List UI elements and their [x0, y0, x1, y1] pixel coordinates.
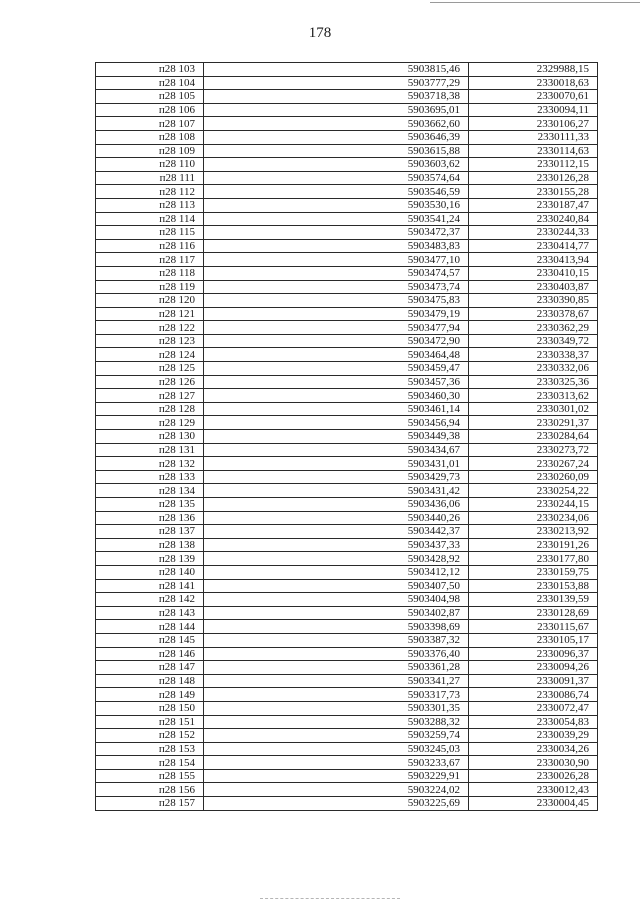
y-coordinate-cell: 2330291,37 [469, 416, 598, 430]
point-id-cell: п28 110 [96, 158, 204, 172]
point-id-cell: п28 118 [96, 266, 204, 280]
table-row [96, 375, 598, 389]
page-number: 178 [308, 25, 332, 41]
x-coordinate-cell: 5903404,98 [204, 593, 469, 607]
y-coordinate-cell: 2330012,43 [469, 783, 598, 797]
point-id-cell: п28 147 [96, 661, 204, 675]
y-coordinate-cell: 2330378,67 [469, 307, 598, 321]
x-coordinate-cell: 5903361,28 [204, 661, 469, 675]
point-id-cell: п28 105 [96, 90, 204, 104]
table-row [96, 416, 598, 430]
y-coordinate-cell: 2330026,28 [469, 769, 598, 783]
x-coordinate-cell: 5903402,87 [204, 606, 469, 620]
table-row [96, 443, 598, 457]
table-row [96, 76, 598, 90]
point-id-cell: п28 124 [96, 348, 204, 362]
y-coordinate-cell: 2330403,87 [469, 280, 598, 294]
table-row [96, 783, 598, 797]
x-coordinate-cell: 5903472,37 [204, 226, 469, 240]
x-coordinate-cell: 5903288,32 [204, 715, 469, 729]
x-coordinate-cell: 5903459,47 [204, 362, 469, 376]
point-id-cell: п28 129 [96, 416, 204, 430]
point-id-cell: п28 148 [96, 674, 204, 688]
x-coordinate-cell: 5903473,74 [204, 280, 469, 294]
x-coordinate-cell: 5903442,37 [204, 525, 469, 539]
x-coordinate-cell: 5903718,38 [204, 90, 469, 104]
x-coordinate-cell: 5903431,42 [204, 484, 469, 498]
point-id-cell: п28 125 [96, 362, 204, 376]
x-coordinate-cell: 5903483,83 [204, 239, 469, 253]
point-id-cell: п28 151 [96, 715, 204, 729]
point-id-cell: п28 139 [96, 552, 204, 566]
y-coordinate-cell: 2330091,37 [469, 674, 598, 688]
y-coordinate-cell: 2330126,28 [469, 171, 598, 185]
x-coordinate-cell: 5903461,14 [204, 402, 469, 416]
point-id-cell: п28 127 [96, 389, 204, 403]
y-coordinate-cell: 2330159,75 [469, 565, 598, 579]
table-row [96, 171, 598, 185]
point-id-cell: п28 126 [96, 375, 204, 389]
point-id-cell: п28 119 [96, 280, 204, 294]
x-coordinate-cell: 5903815,46 [204, 63, 469, 77]
point-id-cell: п28 138 [96, 538, 204, 552]
point-id-cell: п28 153 [96, 742, 204, 756]
point-id-cell: п28 144 [96, 620, 204, 634]
x-coordinate-cell: 5903434,67 [204, 443, 469, 457]
point-id-cell: п28 108 [96, 130, 204, 144]
table-row [96, 430, 598, 444]
table-row [96, 144, 598, 158]
table-row [96, 511, 598, 525]
table-row [96, 307, 598, 321]
table-row [96, 620, 598, 634]
table-row [96, 647, 598, 661]
y-coordinate-cell: 2330114,63 [469, 144, 598, 158]
point-id-cell: п28 133 [96, 470, 204, 484]
table-row [96, 729, 598, 743]
x-coordinate-cell: 5903437,33 [204, 538, 469, 552]
table-row [96, 348, 598, 362]
y-coordinate-cell: 2330313,62 [469, 389, 598, 403]
point-id-cell: п28 130 [96, 430, 204, 444]
y-coordinate-cell: 2330153,88 [469, 579, 598, 593]
table-row [96, 158, 598, 172]
point-id-cell: п28 145 [96, 633, 204, 647]
top-edge-line [430, 2, 640, 3]
y-coordinate-cell: 2330414,77 [469, 239, 598, 253]
point-id-cell: п28 142 [96, 593, 204, 607]
point-id-cell: п28 132 [96, 457, 204, 471]
table-row [96, 198, 598, 212]
y-coordinate-cell: 2330191,26 [469, 538, 598, 552]
x-coordinate-cell: 5903436,06 [204, 498, 469, 512]
x-coordinate-cell: 5903428,92 [204, 552, 469, 566]
table-row [96, 565, 598, 579]
point-id-cell: п28 114 [96, 212, 204, 226]
point-id-cell: п28 156 [96, 783, 204, 797]
point-id-cell: п28 103 [96, 63, 204, 77]
point-id-cell: п28 111 [96, 171, 204, 185]
point-id-cell: п28 135 [96, 498, 204, 512]
point-id-cell: п28 121 [96, 307, 204, 321]
y-coordinate-cell: 2329988,15 [469, 63, 598, 77]
x-coordinate-cell: 5903233,67 [204, 756, 469, 770]
point-id-cell: п28 106 [96, 103, 204, 117]
point-id-cell: п28 157 [96, 797, 204, 811]
table-row [96, 769, 598, 783]
point-id-cell: п28 136 [96, 511, 204, 525]
x-coordinate-cell: 5903398,69 [204, 620, 469, 634]
x-coordinate-cell: 5903474,57 [204, 266, 469, 280]
table-row [96, 701, 598, 715]
table-row [96, 498, 598, 512]
point-id-cell: п28 141 [96, 579, 204, 593]
x-coordinate-cell: 5903376,40 [204, 647, 469, 661]
y-coordinate-cell: 2330410,15 [469, 266, 598, 280]
y-coordinate-cell: 2330139,59 [469, 593, 598, 607]
x-coordinate-cell: 5903530,16 [204, 198, 469, 212]
x-coordinate-cell: 5903341,27 [204, 674, 469, 688]
y-coordinate-cell: 2330273,72 [469, 443, 598, 457]
point-id-cell: п28 112 [96, 185, 204, 199]
table-row [96, 674, 598, 688]
table-row [96, 253, 598, 267]
y-coordinate-cell: 2330112,15 [469, 158, 598, 172]
x-coordinate-cell: 5903477,10 [204, 253, 469, 267]
table-row [96, 715, 598, 729]
table-row [96, 606, 598, 620]
y-coordinate-cell: 2330338,37 [469, 348, 598, 362]
x-coordinate-cell: 5903412,12 [204, 565, 469, 579]
point-id-cell: п28 140 [96, 565, 204, 579]
point-id-cell: п28 152 [96, 729, 204, 743]
y-coordinate-cell: 2330325,36 [469, 375, 598, 389]
y-coordinate-cell: 2330070,61 [469, 90, 598, 104]
y-coordinate-cell: 2330034,26 [469, 742, 598, 756]
y-coordinate-cell: 2330155,28 [469, 185, 598, 199]
table-row [96, 552, 598, 566]
y-coordinate-cell: 2330301,02 [469, 402, 598, 416]
table-row [96, 688, 598, 702]
point-id-cell: п28 117 [96, 253, 204, 267]
table-row [96, 756, 598, 770]
x-coordinate-cell: 5903546,59 [204, 185, 469, 199]
point-id-cell: п28 143 [96, 606, 204, 620]
x-coordinate-cell: 5903429,73 [204, 470, 469, 484]
x-coordinate-cell: 5903541,24 [204, 212, 469, 226]
point-id-cell: п28 146 [96, 647, 204, 661]
x-coordinate-cell: 5903225,69 [204, 797, 469, 811]
y-coordinate-cell: 2330128,69 [469, 606, 598, 620]
x-coordinate-cell: 5903479,19 [204, 307, 469, 321]
x-coordinate-cell: 5903387,32 [204, 633, 469, 647]
y-coordinate-cell: 2330332,06 [469, 362, 598, 376]
point-id-cell: п28 120 [96, 294, 204, 308]
coordinates-table [95, 62, 598, 811]
table-row [96, 538, 598, 552]
table-row [96, 470, 598, 484]
y-coordinate-cell: 2330111,33 [469, 130, 598, 144]
y-coordinate-cell: 2330240,84 [469, 212, 598, 226]
point-id-cell: п28 123 [96, 334, 204, 348]
x-coordinate-cell: 5903407,50 [204, 579, 469, 593]
point-id-cell: п28 155 [96, 769, 204, 783]
table-row [96, 402, 598, 416]
table-row [96, 90, 598, 104]
y-coordinate-cell: 2330213,92 [469, 525, 598, 539]
table-row [96, 130, 598, 144]
table-row [96, 484, 598, 498]
table-row [96, 103, 598, 117]
x-coordinate-cell: 5903456,94 [204, 416, 469, 430]
table-row [96, 362, 598, 376]
table-row [96, 185, 598, 199]
table-row [96, 266, 598, 280]
y-coordinate-cell: 2330086,74 [469, 688, 598, 702]
table-row [96, 389, 598, 403]
point-id-cell: п28 154 [96, 756, 204, 770]
x-coordinate-cell: 5903472,90 [204, 334, 469, 348]
coordinates-table-body [96, 63, 598, 811]
y-coordinate-cell: 2330072,47 [469, 701, 598, 715]
point-id-cell: п28 150 [96, 701, 204, 715]
x-coordinate-cell: 5903229,91 [204, 769, 469, 783]
table-row [96, 579, 598, 593]
y-coordinate-cell: 2330362,29 [469, 321, 598, 335]
x-coordinate-cell: 5903245,03 [204, 742, 469, 756]
point-id-cell: п28 131 [96, 443, 204, 457]
x-coordinate-cell: 5903603,62 [204, 158, 469, 172]
x-coordinate-cell: 5903440,26 [204, 511, 469, 525]
point-id-cell: п28 107 [96, 117, 204, 131]
table-row [96, 212, 598, 226]
y-coordinate-cell: 2330039,29 [469, 729, 598, 743]
x-coordinate-cell: 5903449,38 [204, 430, 469, 444]
x-coordinate-cell: 5903777,29 [204, 76, 469, 90]
y-coordinate-cell: 2330234,06 [469, 511, 598, 525]
y-coordinate-cell: 2330267,24 [469, 457, 598, 471]
x-coordinate-cell: 5903574,64 [204, 171, 469, 185]
y-coordinate-cell: 2330115,67 [469, 620, 598, 634]
point-id-cell: п28 115 [96, 226, 204, 240]
y-coordinate-cell: 2330413,94 [469, 253, 598, 267]
y-coordinate-cell: 2330260,09 [469, 470, 598, 484]
x-coordinate-cell: 5903646,39 [204, 130, 469, 144]
point-id-cell: п28 122 [96, 321, 204, 335]
point-id-cell: п28 137 [96, 525, 204, 539]
y-coordinate-cell: 2330244,33 [469, 226, 598, 240]
table-row [96, 334, 598, 348]
table-row [96, 239, 598, 253]
table-row [96, 742, 598, 756]
y-coordinate-cell: 2330106,27 [469, 117, 598, 131]
x-coordinate-cell: 5903460,30 [204, 389, 469, 403]
x-coordinate-cell: 5903477,94 [204, 321, 469, 335]
table-row [96, 525, 598, 539]
y-coordinate-cell: 2330105,17 [469, 633, 598, 647]
x-coordinate-cell: 5903695,01 [204, 103, 469, 117]
table-row [96, 593, 598, 607]
x-coordinate-cell: 5903457,36 [204, 375, 469, 389]
x-coordinate-cell: 5903464,48 [204, 348, 469, 362]
table-row [96, 457, 598, 471]
y-coordinate-cell: 2330349,72 [469, 334, 598, 348]
x-coordinate-cell: 5903662,60 [204, 117, 469, 131]
bottom-edge-line [260, 898, 400, 899]
point-id-cell: п28 113 [96, 198, 204, 212]
x-coordinate-cell: 5903224,02 [204, 783, 469, 797]
y-coordinate-cell: 2330030,90 [469, 756, 598, 770]
y-coordinate-cell: 2330177,80 [469, 552, 598, 566]
table-row [96, 117, 598, 131]
y-coordinate-cell: 2330096,37 [469, 647, 598, 661]
y-coordinate-cell: 2330018,63 [469, 76, 598, 90]
x-coordinate-cell: 5903615,88 [204, 144, 469, 158]
y-coordinate-cell: 2330054,83 [469, 715, 598, 729]
x-coordinate-cell: 5903475,83 [204, 294, 469, 308]
y-coordinate-cell: 2330284,64 [469, 430, 598, 444]
table-row [96, 321, 598, 335]
table-row [96, 63, 598, 77]
y-coordinate-cell: 2330390,85 [469, 294, 598, 308]
point-id-cell: п28 128 [96, 402, 204, 416]
table-row [96, 226, 598, 240]
point-id-cell: п28 134 [96, 484, 204, 498]
y-coordinate-cell: 2330244,15 [469, 498, 598, 512]
y-coordinate-cell: 2330254,22 [469, 484, 598, 498]
table-row [96, 797, 598, 811]
x-coordinate-cell: 5903259,74 [204, 729, 469, 743]
y-coordinate-cell: 2330187,47 [469, 198, 598, 212]
y-coordinate-cell: 2330094,11 [469, 103, 598, 117]
point-id-cell: п28 109 [96, 144, 204, 158]
table-row [96, 633, 598, 647]
table-row [96, 661, 598, 675]
x-coordinate-cell: 5903431,01 [204, 457, 469, 471]
x-coordinate-cell: 5903317,73 [204, 688, 469, 702]
y-coordinate-cell: 2330094,26 [469, 661, 598, 675]
point-id-cell: п28 104 [96, 76, 204, 90]
table-row [96, 294, 598, 308]
table-row [96, 280, 598, 294]
point-id-cell: п28 116 [96, 239, 204, 253]
x-coordinate-cell: 5903301,35 [204, 701, 469, 715]
y-coordinate-cell: 2330004,45 [469, 797, 598, 811]
point-id-cell: п28 149 [96, 688, 204, 702]
